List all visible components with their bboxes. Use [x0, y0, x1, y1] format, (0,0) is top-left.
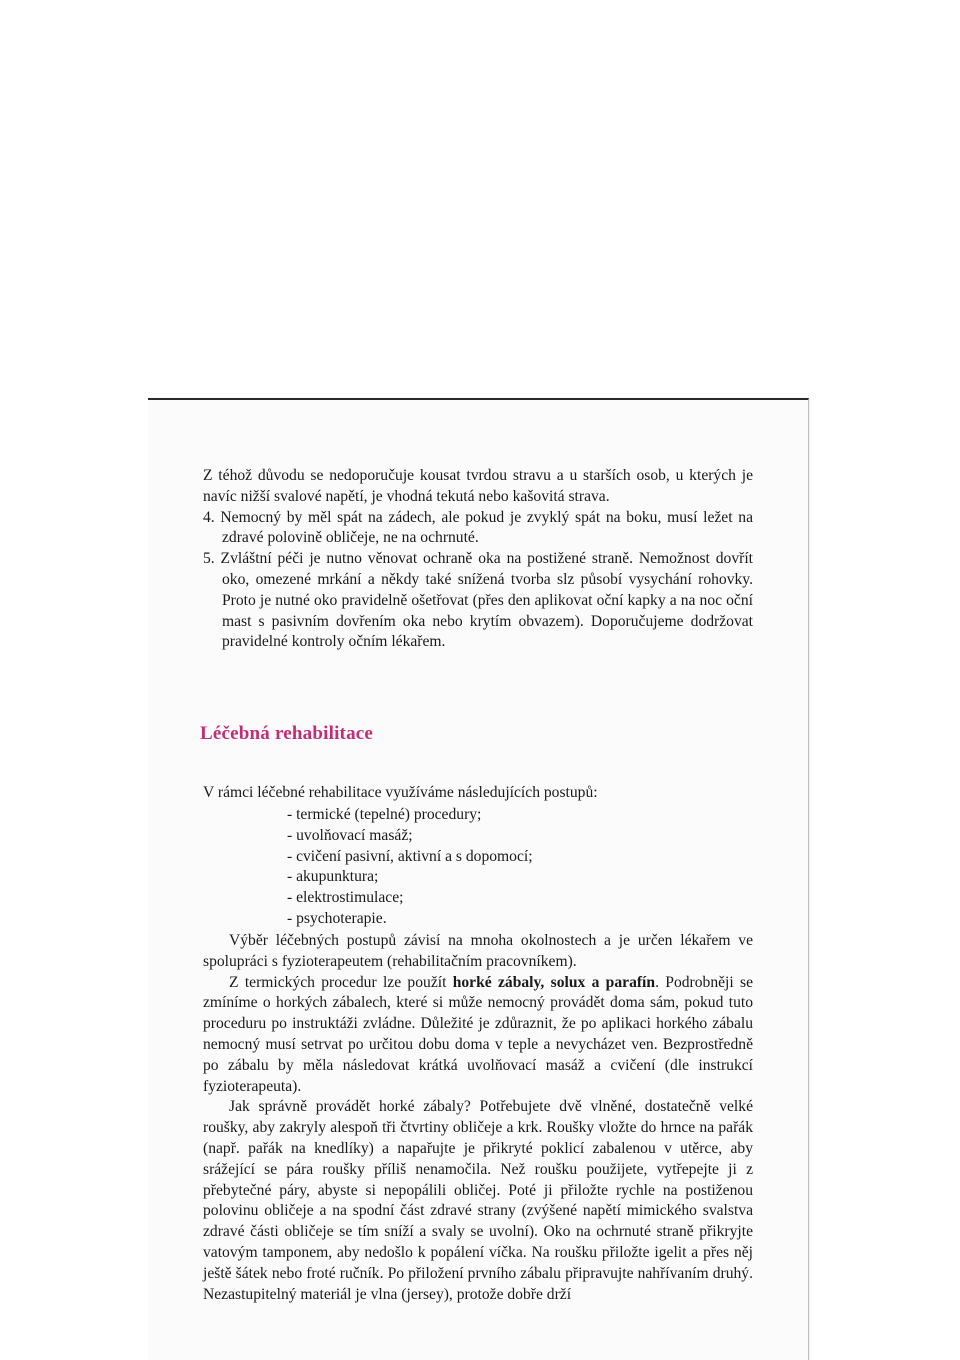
procedures-list: [287, 805, 533, 930]
thermal-bold: horké zábaly, solux a parafín: [452, 973, 656, 991]
procedure-item: - cvičení pasivní, aktivní a s dopomocí;: [287, 847, 533, 868]
top-text-block: [203, 466, 753, 653]
paragraph-soft-food: Z téhož důvodu se nedoporučuje kousat tvrdou stravu a u starších osob, u kterých je navíc nižší svalové napětí, je vhodná tekutá nebo kašovitá strava.: [203, 467, 753, 505]
list-item-eye-care: 5. Zvláštní péči je nutno věnovat ochraně oka na postižené straně. Nemožnost dovřít oko, omezené mrkání a někdy také snížená tvorba slz působí vysychání rohovky. Proto je nutné oko pravidelně ošetřovat (přes den aplikovat oční kapky a na noc oční mast s pasivním dovřením oka nebo krytím obvazem). Doporučujeme dodržovat pravidelné kontroly očním lékařem.: [203, 550, 753, 651]
procedure-item: - elektrostimulace;: [287, 888, 533, 909]
thermal-lead: Z termických procedur lze použít: [229, 973, 453, 991]
thermal-rest: . Podrobněji se zmíníme o horkých zábalech, které si může nemocný provádět doma sám, pokud tuto proceduru po instruktáži zvládne. Důležité je zdůraznit, že po aplikaci horkého zábalu nemocný musí setrvat po určitou dobu doma v teple a nevycházet ven. Bezprostředně po zábalu by měla následovat krátká uvolňovací masáž a cvičení (dle instrukcí fyzioterapeuta).: [203, 973, 753, 1095]
paragraph-how-to: Jak správně provádět horké zábaly? Potřebujete dvě vlněné, dostatečně velké roušky, aby zakryly alespoň tři čtvrtiny obličeje a krk. Roušky vložte do hrnce na pařák (např. pařák na knedlíky) a napařujte je přikryté poklicí zabalenou v utěrce, aby srážející se pára roušky příliš nenamočila. Než roušku použijete, vytřepejte ji z přebytečné páry, abyste si nepopálili obličej. Poté ji přiložte rychle na postiženou polovinu obličeje a na spodní část zdravé strany (zvýšené napětí mimického svalstva zdravé části obličeje se tím sníží a svaly se uvolní). Oko na ochrnuté straně přikryjte vatovým tamponem, aby nedošlo k popálení víčka. Na roušku přiložte igelit a přes něj ještě šátek nebo froté ručník. Po přiložení prvního zábalu připravujte nahřívaním druhý. Nezastupitelný materiál je vlna (jersey), protože dobře drží: [203, 1098, 753, 1303]
procedure-item: - termické (tepelné) procedury;: [287, 805, 533, 826]
intro-text: V rámci léčebné rehabilitace využíváme následujících postupů:: [203, 784, 598, 801]
procedure-item: - uvolňovací masáž;: [287, 826, 533, 847]
procedure-item: - akupunktura;: [287, 867, 533, 888]
body-text-block: [203, 931, 753, 1305]
paragraph-choice: Výběr léčebných postupů závisí na mnoha okolnostech a je určen lékařem ve spolupráci s fyzioterapeutem (rehabilitačním pracovníkem).: [203, 932, 753, 970]
paragraph-thermal: [203, 973, 753, 1098]
intro-block: [203, 783, 753, 804]
section-heading: Léčebná rehabilitace: [200, 723, 374, 744]
list-item-sleep-position: 4. Nemocný by měl spát na zádech, ale pokud je zvyklý spát na boku, musí ležet na zdravé polovině obličeje, ne na ochrnuté.: [203, 508, 753, 547]
procedure-item: - psychoterapie.: [287, 909, 533, 930]
